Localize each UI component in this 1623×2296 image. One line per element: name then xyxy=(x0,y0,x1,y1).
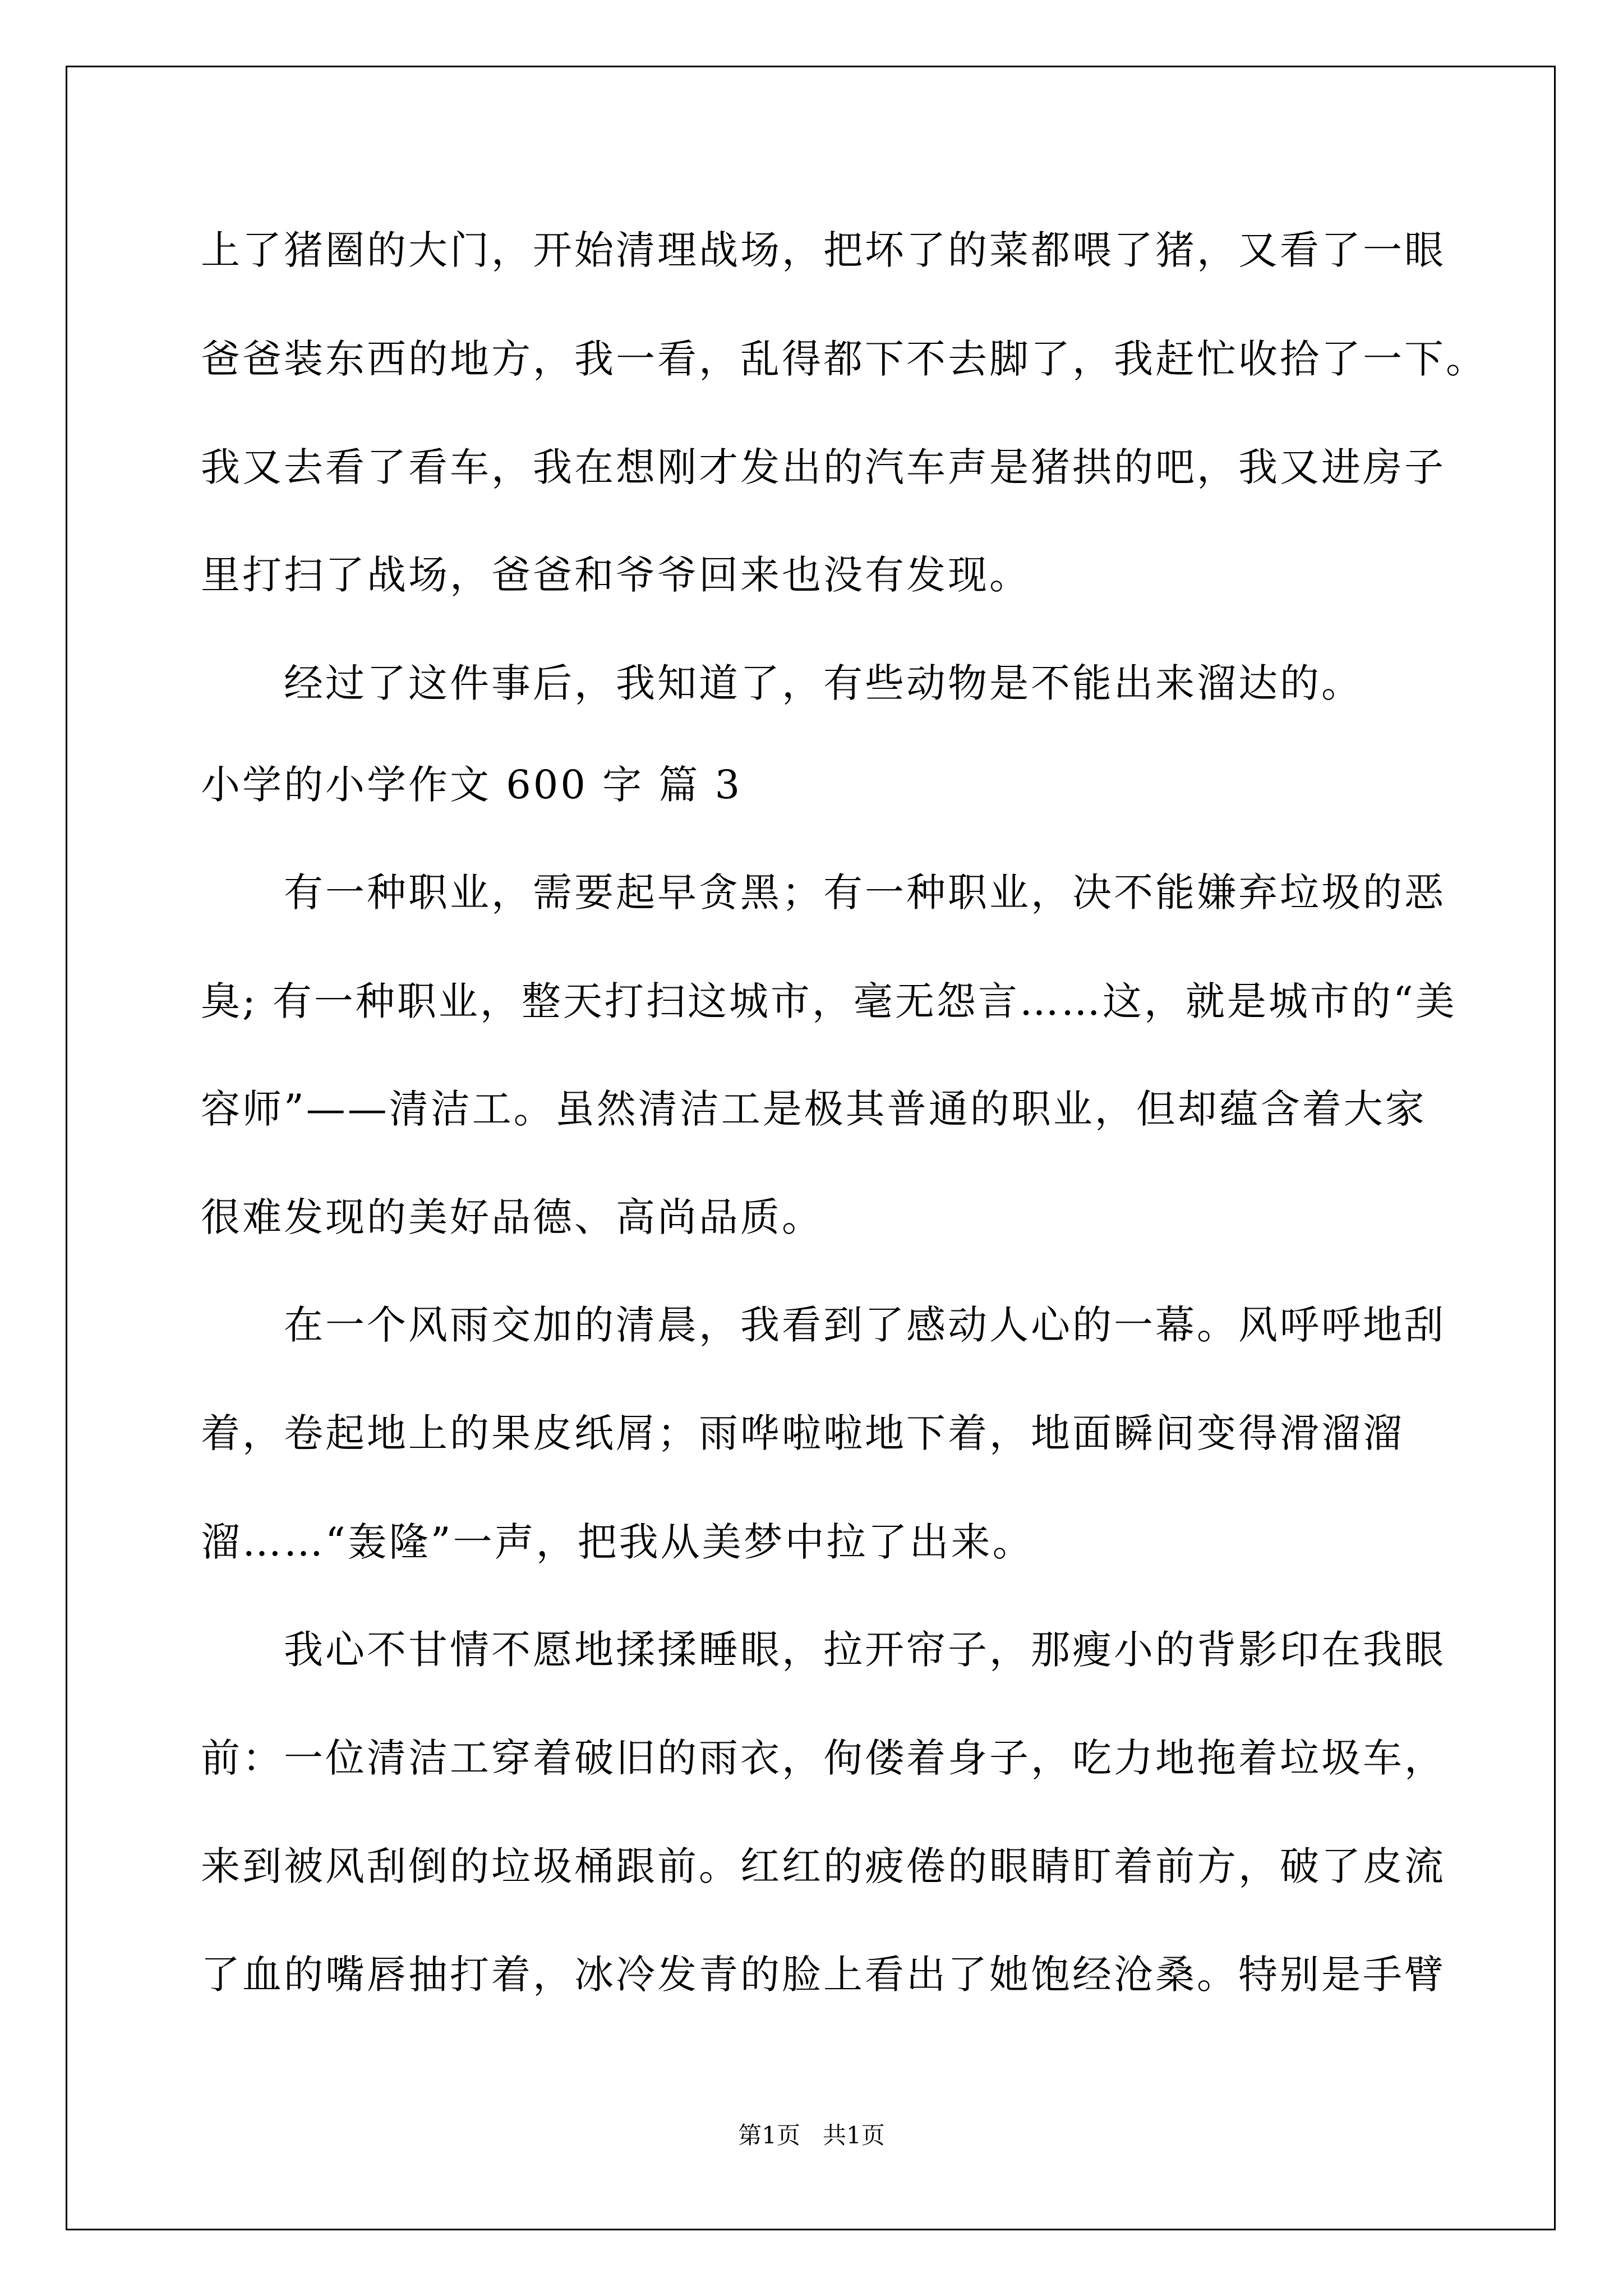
page-border xyxy=(66,66,1556,2230)
body-text-line: 我又去看了看车，我在想刚才发出的汽车声是猪拱的吧，我又进房子 xyxy=(201,444,1446,490)
body-text-line: 在一个风雨交加的清晨，我看到了感动人心的一幕。风呼呼地刮 xyxy=(201,1302,1446,1348)
body-text-line: 着，卷起地上的果皮纸屑；雨哗啦啦地下着，地面瞬间变得滑溜溜 xyxy=(201,1410,1404,1456)
body-text-line: 上了猪圈的大门，开始清理战场，把坏了的菜都喂了猪，又看了一眼 xyxy=(201,227,1446,273)
body-text-line: 溜……“轰隆”一声，把我从美梦中拉了出来。 xyxy=(201,1519,1034,1565)
section-heading: 小学的小学作文 600 字 篇 3 xyxy=(201,762,743,808)
body-text-line: 里打扫了战场，爸爸和爷爷回来也没有发现。 xyxy=(201,552,1031,598)
body-text-line: 爸爸装东西的地方，我一看，乱得都下不去脚了，我赶忙收拾了一下。 xyxy=(201,336,1487,382)
body-text-line: 臭; 有一种职业，整天打扫这城市，毫无怨言……这，就是城市的“美 xyxy=(201,978,1457,1024)
body-text-line: 我心不甘情不愿地揉揉睡眼，拉开帘子，那瘦小的背影印在我眼 xyxy=(201,1627,1446,1673)
page-footer: 第1页 共1页 xyxy=(738,2122,885,2149)
body-text-line: 来到被风刮倒的垃圾桶跟前。红红的疲倦的眼睛盯着前方，破了皮流 xyxy=(201,1843,1446,1889)
body-text-line: 有一种职业，需要起早贪黑；有一种职业，决不能嫌弃垃圾的恶 xyxy=(201,869,1446,915)
body-text-line: 了血的嘴唇抽打着，冰冷发青的脸上看出了她饱经沧桑。特别是手臂 xyxy=(201,1952,1446,1998)
body-text-line: 很难发现的美好品德、高尚品质。 xyxy=(201,1194,823,1240)
body-text-line: 容师”——清洁工。虽然清洁工是极其普通的职业，但却蕴含着大家 xyxy=(201,1086,1427,1132)
body-text-line: 前：一位清洁工穿着破旧的雨衣，佝偻着身子，吃力地拖着垃圾车， xyxy=(201,1735,1446,1781)
body-text-line: 经过了这件事后，我知道了，有些动物是不能出来溜达的。 xyxy=(201,660,1363,706)
